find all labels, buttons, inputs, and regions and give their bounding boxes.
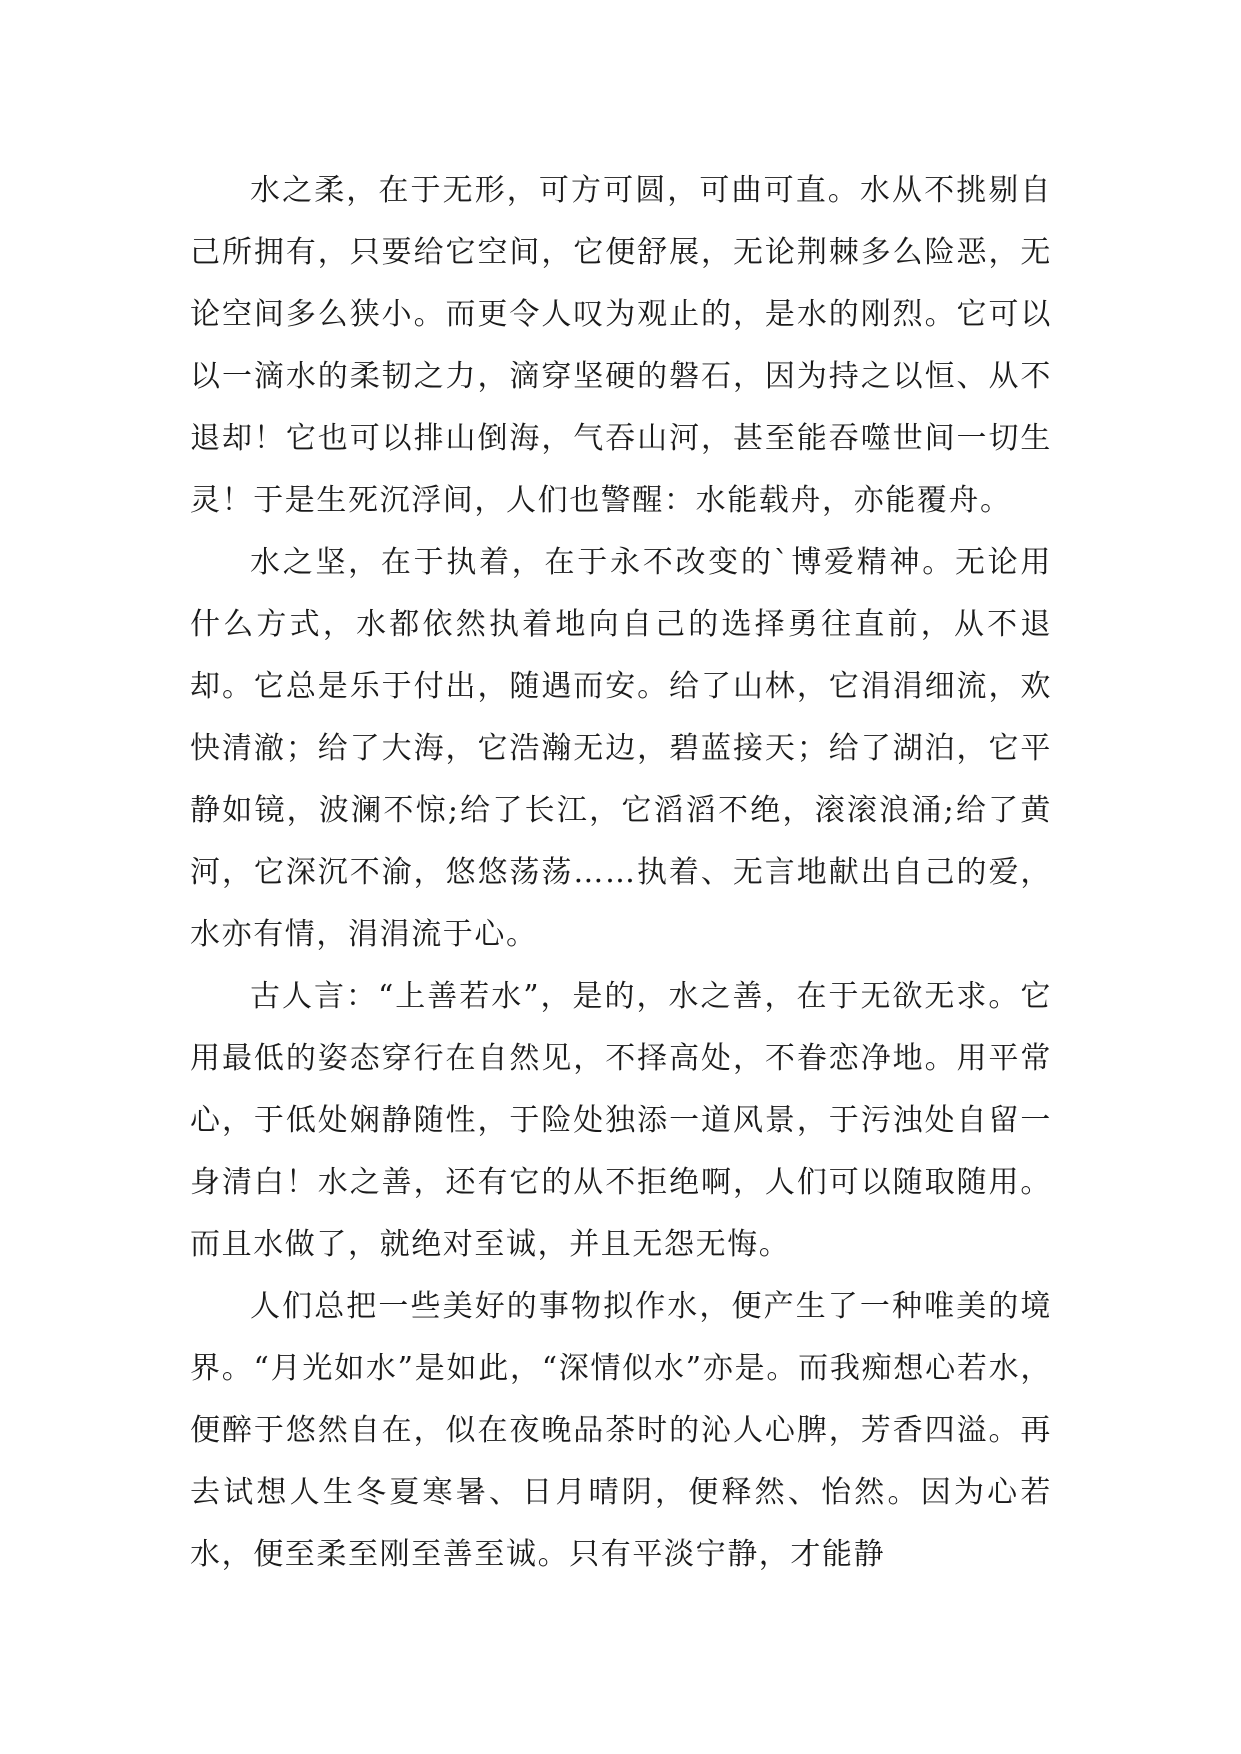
paragraph-heart-like-water: 人们总把一些美好的事物拟作水，便产生了一种唯美的境界。“月光如水”是如此，“深情似水”亦是。而我痴想心若水，便醉于悠然自在，似在夜晚品茶时的沁人心脾，芳香四溢。再去试想人生冬夏寒暑、日月晴阴，便释然、怡然。因为心若水，便至柔至刚至善至诚。只有平淡宁静，才能静 [190, 1289, 1052, 1572]
paragraph-firmness-of-water: 水之坚，在于执着，在于永不改变的`博爱精神。无论用什么方式，水都依然执着地向自己的选择勇往直前，从不退却。它总是乐于付出，随遇而安。给了山林，它涓涓细流，欢快清澈；给了大海，它浩瀚无边，碧蓝接天；给了湖泊，它平静如镜，波澜不惊;给了长江，它滔滔不绝，滚滚浪涌;给了黄河，它深沉不渝，悠悠荡荡……执着、无言地献出自己的爱，水亦有情，涓涓流于心。 [190, 545, 1052, 952]
paragraph-goodness-of-water: 古人言：“上善若水”，是的，水之善，在于无欲无求。它用最低的姿态穿行在自然见，不择高处，不眷恋净地。用平常心，于低处娴静随性，于险处独添一道风景，于污浊处自留一身清白！水之善，还有它的从不拒绝啊，人们可以随取随用。而且水做了，就绝对至诚，并且无怨无悔。 [190, 979, 1052, 1262]
paragraph-softness-of-water: 水之柔，在于无形，可方可圆，可曲可直。水从不挑剔自己所拥有，只要给它空间，它便舒展，无论荆棘多么险恶，无论空间多么狭小。而更令人叹为观止的，是水的刚烈。它可以以一滴水的柔韧之力，滴穿坚硬的磐石，因为持之以恒、从不退却！它也可以排山倒海，气吞山河，甚至能吞噬世间一切生灵！于是生死沉浮间，人们也警醒：水能载舟，亦能覆舟。 [190, 173, 1052, 518]
document-body [190, 160, 1052, 1586]
